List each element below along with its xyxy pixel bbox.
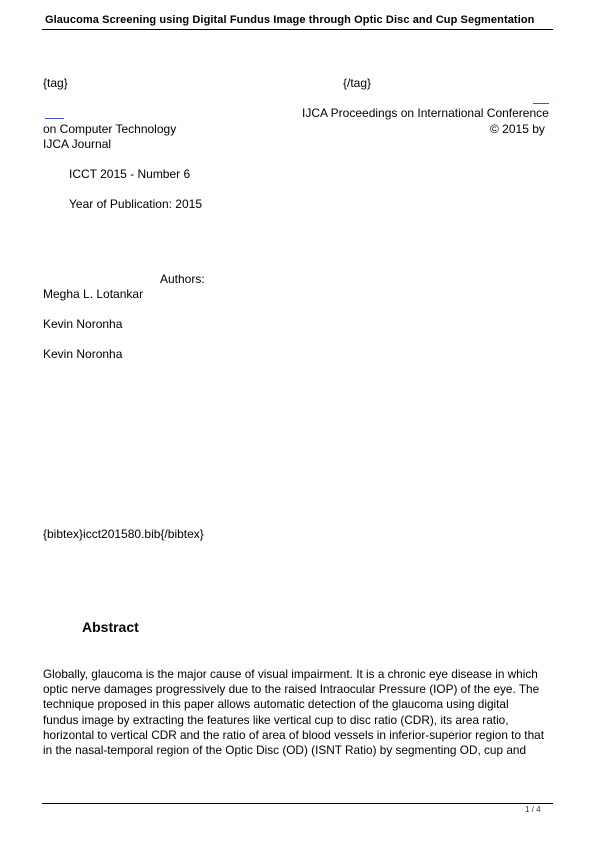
abstract-line: optic nerve damages progressively due to the raised Intraocular Pressure (IOP) of the eye. The bbox=[43, 682, 540, 697]
copyright-text: © 2015 by bbox=[490, 122, 545, 136]
proceedings-line-2-left: on Computer Technology bbox=[43, 122, 177, 136]
publication-year: Year of Publication: 2015 bbox=[69, 197, 202, 211]
abstract-line: technique proposed in this paper allows automatic detection of the glaucoma using digital bbox=[43, 697, 509, 712]
author-name: Kevin Noronha bbox=[43, 347, 123, 361]
abstract-line: Globally, glaucoma is the major cause of visual impairment. It is a chronic eye disease in which bbox=[43, 667, 538, 681]
proceedings-line-1: IJCA Proceedings on International Conference bbox=[302, 106, 549, 120]
abstract-line: in the nasal-temporal region of the Optic Disc (OD) (ISNT Ratio) by segmenting OD, cup and bbox=[43, 743, 527, 758]
running-header-title: Glaucoma Screening using Digital Fundus Image through Optic Disc and Cup Segmentation bbox=[45, 14, 535, 26]
abstract-line: horizontal to vertical CDR and the ratio of area of blood vessels in inferior-superior region to that bbox=[43, 727, 544, 742]
link-underline-left[interactable] bbox=[45, 118, 64, 119]
authors-label: Authors: bbox=[160, 272, 205, 286]
page-number: 1 / 4 bbox=[525, 805, 541, 814]
bibtex-reference: {bibtex}icct201580.bib{/bibtex} bbox=[43, 527, 204, 541]
proceedings-line-3: IJCA Journal bbox=[43, 137, 112, 151]
tag-open: {tag} bbox=[43, 76, 68, 90]
abstract-line: fundus image by extracting the features like vertical cup to disc ratio (CDR), its area ratio, bbox=[43, 712, 509, 727]
author-name: Kevin Noronha bbox=[43, 317, 123, 331]
link-underline-right[interactable] bbox=[533, 103, 549, 104]
author-name: Megha L. Lotankar bbox=[43, 287, 144, 301]
footer-rule bbox=[42, 803, 553, 804]
tag-close: {/tag} bbox=[343, 76, 372, 90]
header-rule bbox=[42, 29, 553, 30]
issue-number: ICCT 2015 - Number 6 bbox=[69, 167, 191, 181]
abstract-body bbox=[43, 667, 557, 758]
abstract-heading: Abstract bbox=[82, 619, 139, 635]
